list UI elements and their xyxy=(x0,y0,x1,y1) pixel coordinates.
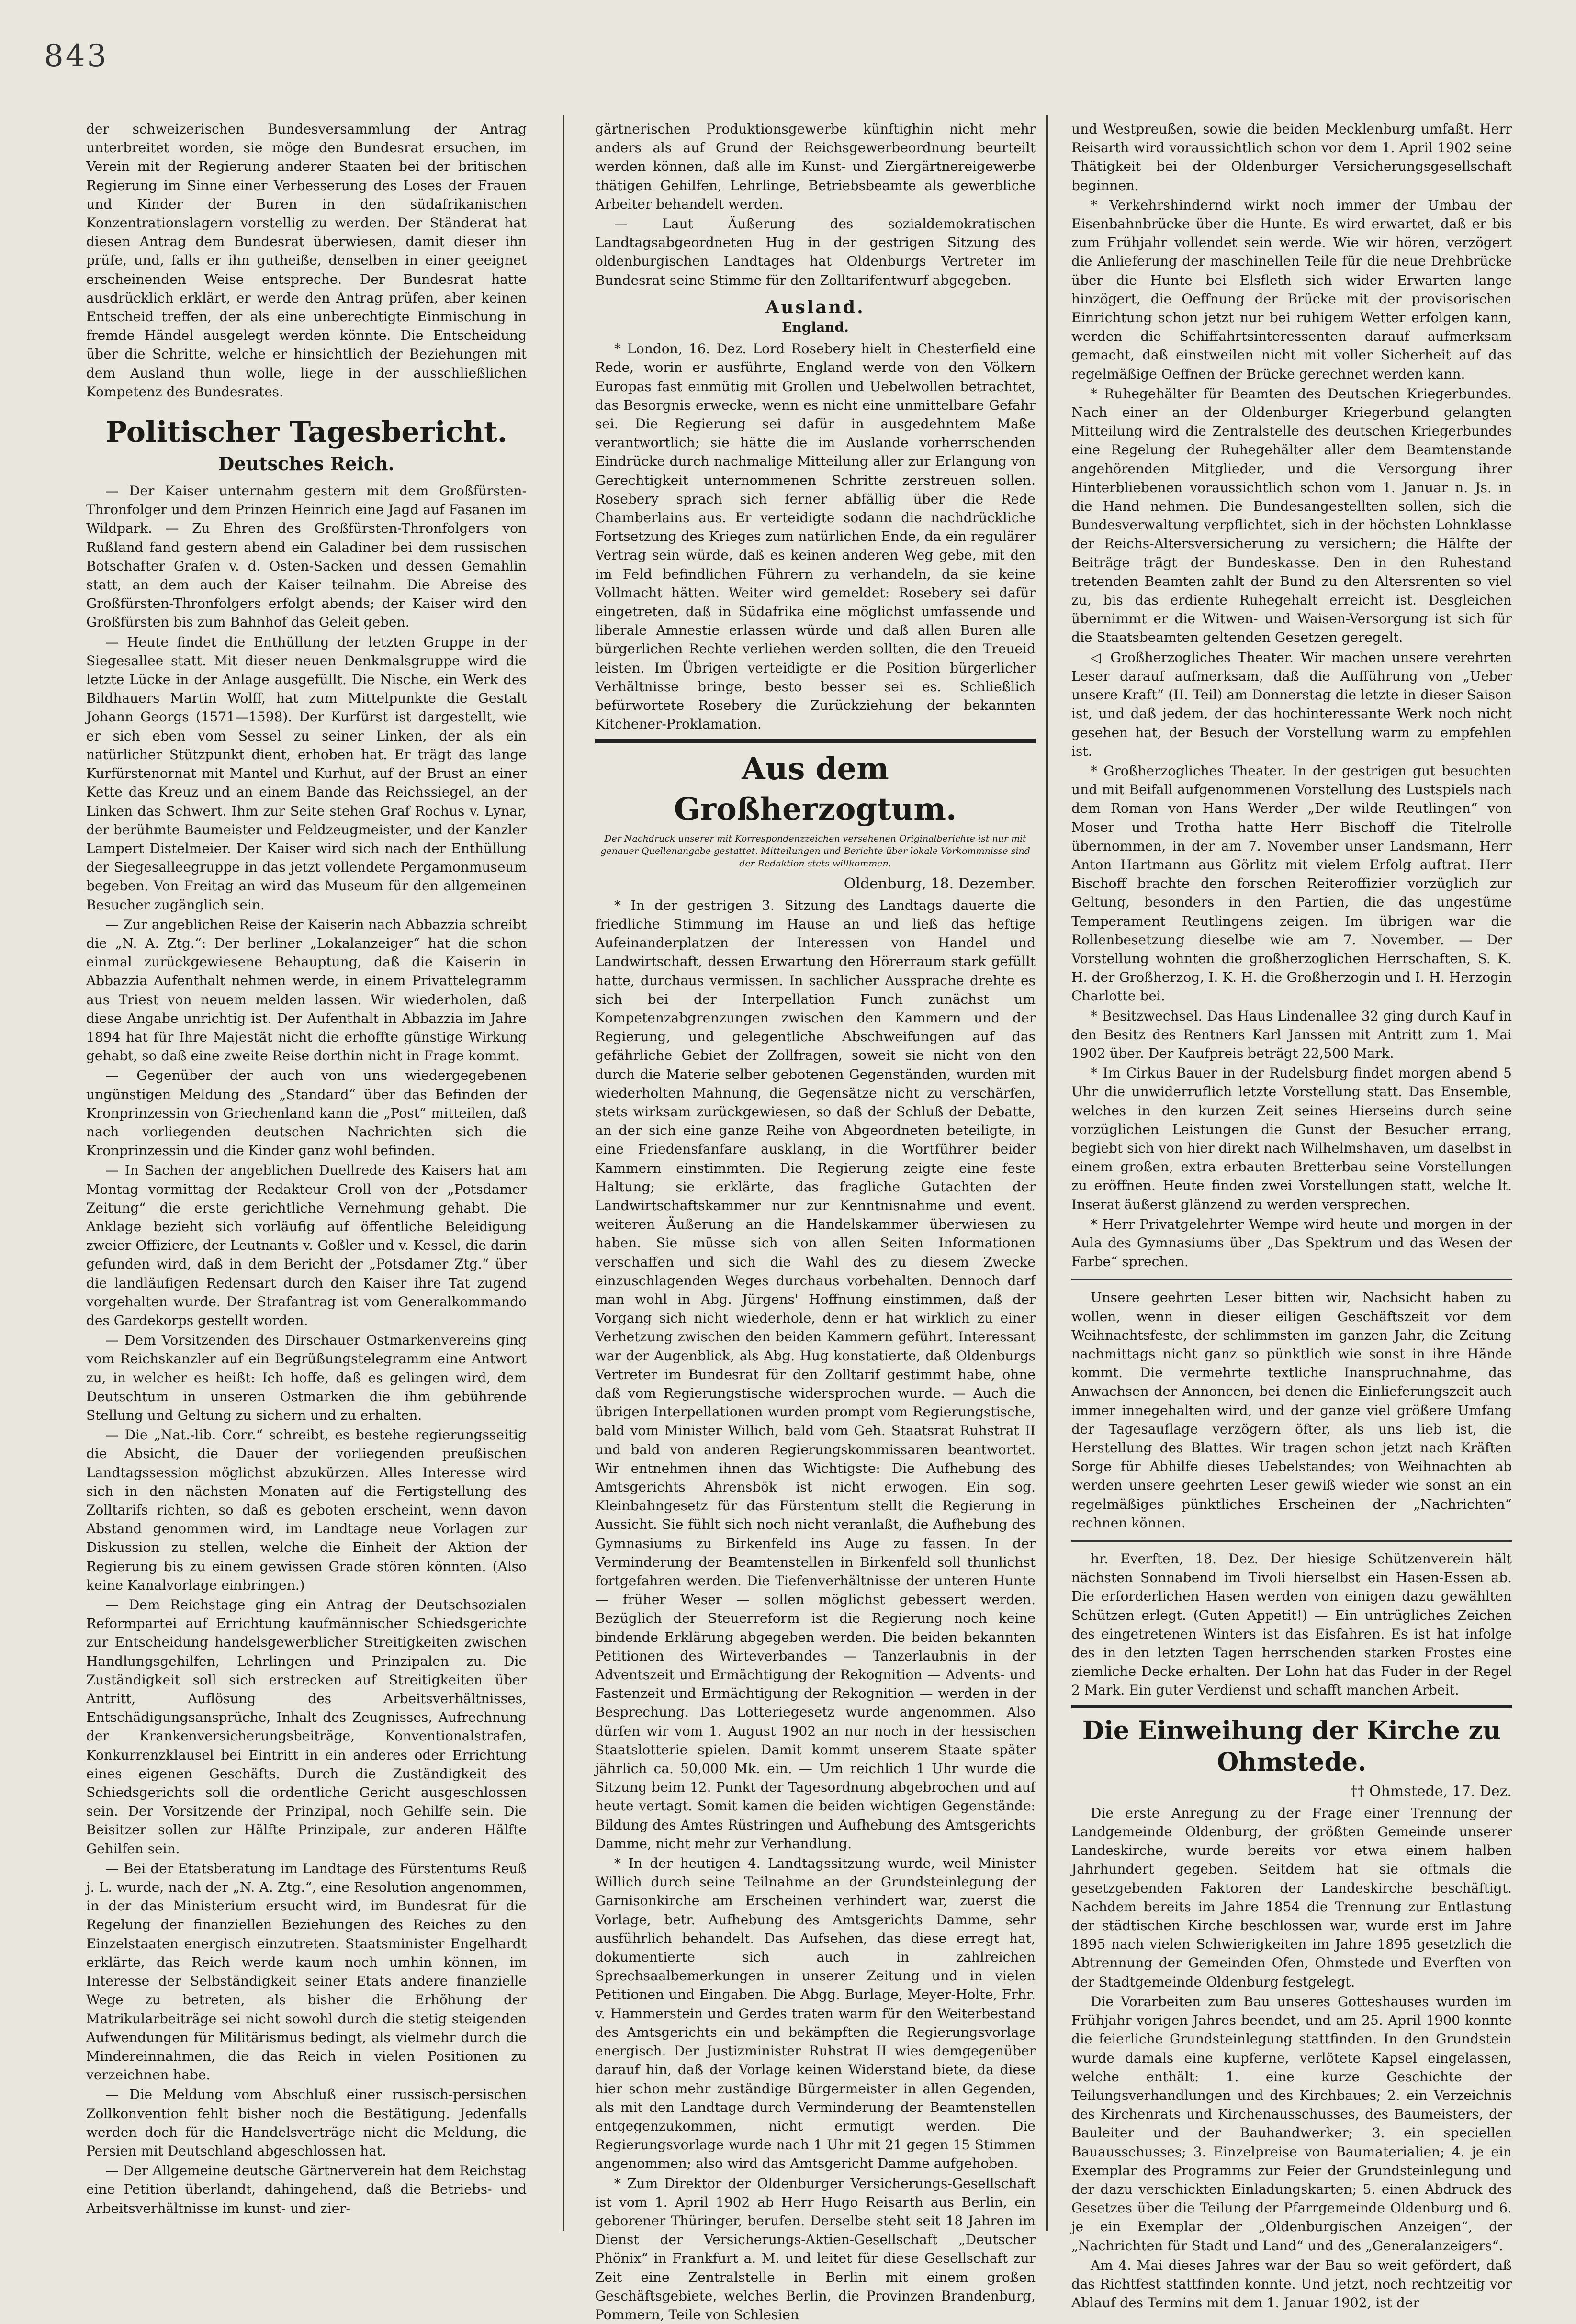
section-banner: Aus dem Großherzogtum. xyxy=(595,739,1036,830)
article-paragraph: * Zum Direktor der Oldenburger Versicherungs-Gesellschaft ist vom 1. April 1902 ab Herr Hugo Reisarth aus Berlin, ein geborener Thüringer, berufen. Derselbe steht seit 18 Jahren im Dienst der Versicherungs-Aktien-Gesellschaft „Deutscher Phönix“ in Frankfurt a. M. und leitet für diese Gesellschaft zur Zeit eine Zentralstelle in Berlin mit einem großen Geschäftsgebiete, welches Berlin, die Provinzen Brandenburg, Pommern, Teile von Schlesien xyxy=(595,2175,1036,2323)
article-paragraph: — Dem Reichstage ging ein Antrag der Deutschsozialen Reformpartei auf Errichtung kaufmännischer Schiedsgerichte zur Entscheidung handelsgewerblicher Streitigkeiten zwischen Handlungsgehilfen, Lehrlingen und Prinzipalen zu. Die Zuständigkeit soll sich erstrecken auf Streitigkeiten über Antritt, Auflösung des Arbeitsverhältnisses, Entschädigungsansprüche, Inhalt des Zeugnisses, Aufrechnung der Krankenversicherungsbeiträge, Konventionalstrafen, Konkurrenzklausel bei Eintritt in ein anderes oder Errichtung eines eigenen Geschäfts. Durch die Zuständigkeit des Schiedsgerichts soll die ordentliche Gericht ausgeschlossen sein. Der Vorsitzende der Prinzipal, noch Gehilfe sein. Die Beisitzer sollen zur Hälfte Prinzipale, zur anderen Hälfte Gehilfen sein. xyxy=(86,1597,527,1857)
dateline: †† Ohmstede, 17. Dez. xyxy=(1350,1783,1512,1800)
column-rule xyxy=(563,115,564,2231)
article-paragraph: * Großherzogliches Theater. In der gestrigen gut besuchten und mit Beifall aufgenommenen Vorstellung des Lustspiels nach dem Roman von Hans Werder „Der wilde Reutlingen“ von Moser und Trotha hatte Herr Bischoff die Titelrolle übernommen, in der am 7. November unser Landsmann, Herr Anton Hartmann aus Görlitz mit vielem Erfolg auftrat. Herr Bischoff brachte den forschen Reiteroffizier vorzüglich zur Geltung, besonders in den Partien, die das ungestüme Temperament Reutlingens zeigen. Im übrigen war die Rollenbesetzung dieselbe wie am 7. November. — Der Vorstellung wohnten die großherzoglichen Herrschaften, S. K. H. der Großherzog, I. K. H. die Großherzogin und I. H. Herzogin Charlotte bei. xyxy=(1071,763,1512,1004)
article-paragraph: Die Vorarbeiten zum Bau unseres Gotteshauses wurden im Frühjahr vorigen Jahres beendet, und am 25. April 1900 konnte die feierliche Grundsteinlegung stattfinden. In den Grundstein wurde damals eine kupferne, verlötete Kapsel eingelassen, welche enthält: 1. eine kurze Geschichte der Teilungsverhandlungen und des Kirchbaues; 2. ein Verzeichnis des Kirchenrats und Kirchenausschusses, des Baumeisters, der Bauleiter und der Bauhandwerker; 3. ein speciellen Bauausschusses; 3. Einzelpreise von Baumaterialien; 4. je ein Exemplar des Programms zur Feier der Grundsteinlegung und der dazu verschickten Einladungskarten; 5. einen Abdruck des Gesetzes über die Teilung der Pfarrgemeinde Oldenburg und 6. je ein Exemplar der „Oldenburgischen Anzeigen“, der „Nachrichten für Stadt und Land“ und des „Generalanzeigers“. xyxy=(1071,1993,1512,2254)
article-paragraph: Unsere geehrten Leser bitten wir, Nachsicht haben zu wollen, wenn in dieser eiligen Geschäftszeit vor dem Weihnachtsfeste, der schlimmsten im ganzen Jahr, die Zeitung nachmittags nicht ganz so pünktlich wie sonst in ihre Hände kommt. Die vermehrte textliche Inanspruchnahme, das Anwachsen der Annoncen, bei denen die Einlieferungszeit auch immer innegehalten wird, und der ganze viel größere Umfang der Tagesauflage verzögern öfter, als uns lieb ist, die Herstellung des Blattes. Wir tragen schon jetzt nach Kräften Sorge für Abhilfe dieses Uebelstandes; von Weihnachten ab werden unsere geehrten Leser gewiß wieder wie sonst an ein regelmäßiges pünktliches Erscheinen der „Nachrichten“ rechnen können. xyxy=(1071,1290,1512,1531)
article-paragraph: — Heute findet die Enthüllung der letzten Gruppe in der Siegesallee statt. Mit dieser neuen Denkmalsgruppe wird die letzte Lücke in der Anlage ausgefüllt. Die Nische, ein Werk des Bildhauers Martin Wolff, hat zum Mittelpunkte die Gestalt Johann Georgs (1571—1598). Der Kurfürst ist dargestellt, wie er sich eben vom Sessel zu seiner Linken, der als ein natürlicher Stützpunkt dient, erhoben hat. Er trägt das lange Kurfürstenornat mit Mantel und Kurhut, auf der Brust an einer Kette das Kreuz und an einem Bande das Reichssiegel, an der Linken das Schwert. Ihm zur Seite stehen Graf Rochus v. Lynar, der berühmte Baumeister und Feldzeugmeister, und der Kanzler Lampert Distelmeier. Der Kaiser wird sich nach der Enthüllung der Siegesalleegruppe in das jetzt vollendete Pergamonmuseum begeben. Von Freitag an wird das Museum für den allgemeinen Besucher zugänglich sein. xyxy=(86,634,527,913)
article-paragraph: * Ruhegehälter für Beamten des Deutschen Kriegerbundes. Nach einer an der Oldenburger Kriegerbund gelangten Mitteilung wird die Zentralstelle des deutschen Kriegerbundes eine Regelung der Ruhegehälter aller dem Beamtenstande angehörenden Mitglieder, und die Versorgung ihrer Hinterbliebenen voraussichtlich schon vom 1. Januar n. Js. in die Hand nehmen. Die Bundesangestellten sollen, sich die Bundesverwaltung verpflichtet, sich in der höchsten Lohnklasse der Reichs-Altersversicherung zu versichern; die Hälfte der Beiträge trägt der Bundeskasse. Den in den Ruhestand tretenden Beamten zahlt der Bund zu den Altersrenten so viel zu, bis das erdiente Ruhegehalt erreicht ist. Desgleichen übernimmt er die Witwen- und Waisen-Versorgung ist sich für die Staatsbeamten geltenden Gesetzen geregelt. xyxy=(1071,385,1512,646)
column-rule xyxy=(1046,115,1048,2231)
section-subtitle: Deutsches Reich. xyxy=(218,453,394,475)
divider xyxy=(1071,1279,1512,1280)
article-paragraph: — Laut Äußerung des sozialdemokratischen Landtagsabgeordneten Hug in der gestrigen Sitzung des oldenburgischen Landtages hat Oldenburgs Vertreter im Bundesrat seine Stimme für den Zolltarifentwurf abgegeben. xyxy=(595,216,1036,288)
page-number: 843 xyxy=(44,38,109,74)
article-paragraph: — Zur angeblichen Reise der Kaiserin nach Abbazzia schreibt die „N. A. Ztg.“: Der berliner „Lokalanzeiger“ hat die schon einmal zurückgewiesene Behauptung, daß die Kaiserin in Abbazzia Aufenthalt nehmen werde, in einem Privattelegramm aus Triest von neuem melden lassen. Wir wiederholen, daß diese Angabe unrichtig ist. Der Aufenthalt in Abbazzia im Jahre 1894 hat für Ihre Majestät nicht die erhoffte günstige Wirkung gehabt, so daß eine zweite Reise dorthin nicht in Frage kommt. xyxy=(86,916,527,1064)
article-paragraph: ◁ Großherzogliches Theater. Wir machen unsere verehrten Leser darauf aufmerksam, daß die Aufführung von „Ueber unsere Kraft“ (II. Teil) am Donnerstag die letzte in dieser Saison ist, und daß jedem, der das hochinteressante Werk noch nicht gesehen hat, der Besuch der Vorstellung warm zu empfehlen ist. xyxy=(1071,649,1512,759)
article-paragraph: — Der Allgemeine deutsche Gärtnerverein hat dem Reichstag eine Petition überlandt, dahingehend, daß die Betriebs- und Arbeitsverhältnisse im kunst- und zier- xyxy=(86,2163,527,2216)
article-paragraph: — Dem Vorsitzenden des Dirschauer Ostmarkenvereins ging vom Reichskanzler auf ein Begrüßungstelegramm eine Antwort zu, in welcher es heißt: Ich hoffe, daß es gelingen wird, dem Deutschtum in unseren Ostmarken die ihm gebührende Stellung und Geltung zu sichern und zu erhalten. xyxy=(86,1332,527,1423)
article-paragraph: * In der gestrigen 3. Sitzung des Landtags dauerte die friedliche Stimmung im Hause an und ließ das heftige Aufeinanderplatzen der Interessen von Handel und Landwirtschaft, dessen Erwartung den Hörerraum stark gefüllt hatte, durchaus vermissen. In sachlicher Aussprache drehte es sich bei der Interpellation Funch zunächst um Kompetenzabgrenzungen zwischen den Kammern und der Regierung, und gelegentliche Abschweifungen auf das gefährliche Gebiet der Zollfragen, soweit sie nicht von den durch die Materie selber gebotenen Gegenständen, wurden mit wiederholten Mahnung, die Gegensätze nicht zu verschärfen, stets wirksam zurückgewiesen, so daß der Schluß der Debatte, an der sich eine ganze Reihe von Abgeordneten beteiligte, in eine Friedensfanfare ausklang, in die Wortführer beider Kammern einstimmten. Die Regierung zeigte eine feste Haltung; sie erklärte, das fragliche Gutachten der Landwirtschaftskammer nur zur Kenntnisnahme und event. weiteren Äußerung an die Handelskammer überwiesen zu haben. Sie müsse sich von allen Seiten Informationen verschaffen und sich die Wahl des zu diesem Zwecke einzuschlagenden Weges durchaus vorbehalten. Dennoch darf man wohl in Abg. Jürgens' Hoffnung einstimmen, daß der Vorgang sich nicht wiederhole, denn er hat wirklich zu einer Verhetzung zwischen den beiden Kammern geführt. Interessant war der Augenblick, als Abg. Hug konstatierte, daß Oldenburgs Vertreter im Bundesrat für den Zolltarif gestimmt habe, ohne daß vom Regierungstische widersprochen wurde. — Auch die übrigen Interpellationen wurden prompt vom Regierungstische, bald vom Minister Willich, bald vom Geh. Staatsrat Ruhstrat II und bald von anderen Regierungskommissaren beantwortet. Wir entnehmen ihnen das Wichtigste: Die Aufhebung des Amtsgerichts Ahrensbök ist nicht erwogen. Ein sog. Kleinbahngesetz für das Fürstentum stellt die Regierung in Aussicht. Sie fühlt sich noch nicht veranlaßt, die Aufhebung des Gymnasiums zu Birkenfeld ins Auge zu fassen. In der Verminderung der Beamtenstellen in Birkenfeld soll thunlichst fortgefahren werden. Die Tiefenverhältnisse der unteren Hunte — früher Weser — sollen möglichst gebessert werden. Bezüglich der Steuerreform ist die Regierung noch keine bindende Erklärung abgegeben werden. Die beiden bekannten Petitionen des Wirteverbandes — Tanzerlaubnis in der Adventszeit und Ermächtigung der Rekognition — Advents- und Fastenzeit und Ermächtigung der Rekognition — werden in der Besprechung. Das Lotteriegesetz wurde angenommen. Also dürfen wir vom 1. August 1902 an nur noch in der hessischen Staatslotterie spielen. Damit kommt unserem Staate später jährlich ca. 50,000 Mk. ein. — Um reichlich 1 Uhr wurde die Sitzung beim 12. Punkt der Tagesordnung abgebrochen und auf heute vertagt. Somit kamen die beiden wichtigen Gegenstände: Bildung des Amtes Rüstringen und Aufhebung des Amtsgerichts Damme, nicht mehr zur Verhandlung. xyxy=(595,897,1036,1852)
dateline: Oldenburg, 18. Dezember. xyxy=(844,875,1036,892)
article-paragraph: — Der Kaiser unternahm gestern mit dem Großfürsten-Thronfolger und dem Prinzen Heinrich eine Jagd auf Fasanen im Wildpark. — Zu Ehren des Großfürsten-Thronfolgers von Rußland fand gestern abend ein Galadiner bei dem russischen Botschafter Grafen v. d. Osten-Sacken und dessen Gemahlin statt, an dem auch der Kaiser teilnahm. Die Abreise des Großfürsten-Thronfolgers erfolgt abends; der Kaiser wird den Großfürsten bis zum Bahnhof das Geleit geben. xyxy=(86,483,527,630)
article-paragraph: Am 4. Mai dieses Jahres war der Bau so weit gefördert, daß das Richtfest stattfinden konnte. Und jetzt, noch rechtzeitig vor Ablauf des Termins mit dem 1. Januar 1902, ist der xyxy=(1071,2257,1512,2311)
column-1 xyxy=(86,120,527,2216)
divider xyxy=(1071,1540,1512,1542)
subsection-heading-england: England. xyxy=(782,319,849,336)
article-title: Die Einweihung der Kirche zu Ohmstede. xyxy=(1071,1705,1512,1778)
article-paragraph: — In Sachen der angeblichen Duellrede des Kaisers hat am Montag vormittag der Redakteur Groll von der „Potsdamer Zeitung“ die erste gerichtliche Vernehmung gehabt. Die Anklage bezieht sich vorläufig auf öffentliche Beleidigung zweier Offiziere, der Leutnants v. Goßler und v. Kessel, die darin gefunden wird, daß in dem Bericht der „Potsdamer Ztg.“ über die landläufigen Redensart durch den Kaiser ihre Tat zugend vorgehalten wurde. Der Strafantrag ist vom Generalkommando des Gardekorps gestellt worden. xyxy=(86,1162,527,1328)
article-paragraph: gärtnerischen Produktionsgewerbe künftighin nicht mehr anders als auf Grund der Reichsgewerbeordnung beurteilt werden können, daß alle im Kunst- und Ziergärtnereigewerbe thätigen Gehilfen, Lehrlinge, Betriebsbeamte als gewerbliche Arbeiter behandelt werden. xyxy=(595,121,1036,212)
article-paragraph: hr. Everften, 18. Dez. Der hiesige Schützenverein hält nächsten Sonnabend im Tivoli hierselbst ein Hasen-Essen ab. Die erforderlichen Hasen werden von einigen dazu gewählten Schützen erlegt. (Guten Appetit!) — Ein untrügliches Zeichen des eingetretenen Winters ist das Eisfahren. Es ist hat infolge des in den letzten Tagen herrschenden starken Frostes eine ziemliche Decke erhalten. Der Lohn hat das Fuder in der Regel 2 Mark. Ein guter Verdienst und schafft manchen Arbeit. xyxy=(1071,1551,1512,1698)
article-paragraph: — Die Meldung vom Abschluß einer russisch-persischen Zollkonvention fehlt bisher noch die Bestätigung. Jedenfalls werden doch für die Handelsverträge nicht die Meldung, die Persien mit Deutschland abgeschlossen hat. xyxy=(86,2087,527,2159)
section-heading-ausland: Ausland. xyxy=(765,297,865,317)
article-paragraph: und Westpreußen, sowie die beiden Mecklenburg umfaßt. Herr Reisarth wird voraussichtlich schon vor dem 1. April 1902 seine Thätigkeit bei der Oldenburger Versicherungsgesellschaft beginnen. xyxy=(1071,121,1512,193)
article-paragraph: der schweizerischen Bundesversammlung der Antrag unterbreitet worden, sie möge den Bundesrat ersuchen, im Verein mit der Regierung anderer Staaten bei der britischen Regierung im Sinne einer Verbesserung des Loses der Frauen und Kinder der Buren in den südafrikanischen Konzentrationslagern vorstellig zu werden. Der Ständerat hat diesen Antrag dem Bundesrat überwiesen, damit dieser ihn prüfe, und, falls er ihn gutheiße, denselben in einer geeignet erscheinenden Weise entspreche. Der Bundesrat hatte ausdrücklich erklärt, er werde den Antrag prüfen, aber keinen Entscheid treffen, der als eine unberechtigte Einmischung in fremde Händel ausgelegt werden könnte. Die Entscheidung über die Schritte, welche er hinsichtlich der Beziehungen mit dem Ausland thun wolle, liege in der ausschließlichen Kompetenz des Bundesrates. xyxy=(86,121,527,400)
article-paragraph: * Im Cirkus Bauer in der Rudelsburg findet morgen abend 5 Uhr die unwiderruflich letzte Vorstellung statt. Das Ensemble, welches in den kurzen Zeit seines Hierseins durch seine vorzüglichen Leistungen die Gunst der Besucher errang, begiebt sich von hier direkt nach Wilhelmshaven, um daselbst in einem großen, extra erbauten Bretterbau seine Vorstellungen zu eröffnen. Heute finden zwei Vorstellungen statt, welche lt. Inserat äußerst glänzend zu werden versprechen. xyxy=(1071,1065,1512,1213)
article-paragraph: — Bei der Etatsberatung im Landtage des Fürstentums Reuß j. L. wurde, nach der „N. A. Ztg.“, eine Resolution angenommen, in der das Ministerium ersucht wird, im Bundesrat für die Regelung der finanziellen Beziehungen des Reiches zu den Einzelstaaten energisch einzutreten. Staatsminister Engelhardt erklärte, das Reich werde kaum noch umhin können, im Interesse der Selbständigkeit seiner Etats andere finanzielle Wege zu betreten, als bisher die Erhöhung der Matrikularbeiträge sei nicht sowohl durch die stetig steigenden Aufwendungen für Militärismus bedingt, als vielmehr durch die Mindereinnahmen, die das Reich in vielen Positionen zu verzeichnen habe. xyxy=(86,1860,527,2083)
article-paragraph: * London, 16. Dez. Lord Rosebery hielt in Chesterfield eine Rede, worin er ausführte, England werde von den Völkern Europas fast einmütig mit Grollen und Uebelwollen betrachtet, das Besorgnis erwecke, wenn es nicht eine unmittelbare Gefahr sei. Die Regierung sei dafür in ausgedehntem Maße verantwortlich; sie hätte die im Auslande vorherrschenden Eindrücke durch nachmalige Mitteilung aller zur Erlangung von Gerechtigkeit unternommenen Schritte zerstreuen sollen. Rosebery sprach sich ferner abfällig über die Rede Chamberlains aus. Er verteidigte sodann die nachdrückliche Fortsetzung des Krieges zum natürlichen Ende, da ein regulärer Vertrag sein würde, daß es keinen anderen Weg gebe, mit den im Feld befindlichen Führern zu verhandeln, da sie keine Vollmacht hätten. Weiter wird gemeldet: Rosebery sei dafür eingetreten, daß in Südafrika eine möglichst umfassende und liberale Amnestie erlassen würde und daß allen Buren alle bürgerlichen Rechte verliehen werden sollten, die den Treueid leisten. Im Übrigen verteidigte er die Position bürgerlicher Verhältnisse bringe, besto besser sei es. Schließlich befürwortete Rosebery die Zurückziehung der bekannten Kitchener-Proklamation. xyxy=(595,341,1036,732)
article-paragraph: — Gegenüber der auch von uns wiedergegebenen ungünstigen Meldung des „Standard“ über das Befinden der Kronprinzessin von Griechenland kann die „Post“ mitteilen, daß nach vorliegenden deutschen Nachrichten sich die Kronprinzessin und die Kinder ganz wohl befinden. xyxy=(86,1067,527,1159)
article-paragraph: * Besitzwechsel. Das Haus Lindenallee 32 ging durch Kauf in den Besitz des Rentners Karl Janssen mit Antritt zum 1. Mai 1902 über. Der Kaufpreis beträgt 22,500 Mark. xyxy=(1071,1008,1512,1061)
article-paragraph: * Verkehrshindernd wirkt noch immer der Umbau der Eisenbahnbrücke über die Hunte. Es wird erwartet, daß er bis zum Frühjahr vollendet sein werde. Wie wir hören, verzögert die Anlieferung der maschinellen Teile für die neue Drehbrücke über die Hunte bei Elsfleth sich wider Erwarten lange hinzögert, die Oeffnung der Brücke mit der provisorischen Einrichtung schon jetzt nur bei ruhigem Wetter erfolgen kann, werden die Schiffahrtsinteressenten darauf aufmerksam gemacht, daß einstweilen nicht mit voller Sicherheit auf das regelmäßige Oeffnen der Brücke gerechnet werden kann. xyxy=(1071,197,1512,382)
article-paragraph: * In der heutigen 4. Landtagssitzung wurde, weil Minister Willich durch seine Teilnahme an der Grundsteinlegung der Garnisonkirche am Erscheinen verhindert war, zuerst die Vorlage, betr. Aufhebung des Amtsgerichts Damme, sehr ausführlich behandelt. Das Aufsehen, das diese erregt hat, dokumentierte sich auch in zahlreichen Sprechsaalbemerkungen in unserer Zeitung und in vielen Petitionen und Eingaben. Die Abgg. Burlage, Meyer-Holte, Frhr. v. Hammerstein und Gerdes traten warm für den Weiterbestand des Amtsgerichts ein und bekämpften die Regierungsvorlage energisch. Der Justizminister Ruhstrat II wies demgegenüber darauf hin, daß der Vorlage keinen Widerstand biete, da diese hier schon mehr zuständige Bürgermeister in allen Gegenden, als mit den Landtage durch Verminderung der Beamtenstellen entgegenzukommen, nicht ermutigt werden. Die Regierungsvorlage wurde nach 1 Uhr mit 21 gegen 15 Stimmen angenommen; also wird das Amtsgericht Damme aufgehoben. xyxy=(595,1855,1036,2172)
article-paragraph: * Herr Privatgelehrter Wempe wird heute und morgen in der Aula des Gymnasiums über „Das Spektrum und das Wesen der Farbe“ sprechen. xyxy=(1071,1216,1512,1270)
article-paragraph: Die erste Anregung zu der Frage einer Trennung der Landgemeinde Oldenburg, der größten Gemeinde unserer Landeskirche, wurde bereits vor etwa einem halben Jahrhundert gegeben. Seitdem hat sie oftmals die gesetzgebenden Faktoren der Landeskirche beschäftigt. Nachdem bereits im Jahre 1854 die Trennung zur Entlastung der städtischen Kirche beschlossen war, wurde erst im Jahre 1895 nach vielen Schwierigkeiten im Jahre 1895 gesetzlich die Abtrennung der Gemeinden Ofen, Ohmstede und Everften von der Stadtgemeinde Oldenburg festgelegt. xyxy=(1071,1805,1512,1990)
section-title: Politischer Tagesbericht. xyxy=(105,415,507,449)
column-3 xyxy=(1071,120,1512,2311)
article-paragraph: — Die „Nat.-lib. Corr.“ schreibt, es bestehe regierungsseitig die Absicht, die Dauer der vorliegenden preußischen Landtagssession möglichst abzukürzen. Alles Interesse wird sich in den nächsten Monaten auf die Fertigstellung des Zolltarifs richten, so daß es geboten erscheint, wenn davon Abstand genommen wird, im Landtage neue Vorlagen zur Diskussion zu stellen, welche die Einheit der Aktion der Regierung bis zu einem gewissen Grade stören könnten. (Also keine Kanalvorlage einbringen.) xyxy=(86,1427,527,1593)
reprint-note: Der Nachdruck unserer mit Korrespondenzzeichen versehenen Originalberichte ist nur mit genauer Quellenangabe gestattet. Mitteilungen und Berichte über lokale Vorkommnisse sind der Redaktion stets willkommen. xyxy=(600,833,1030,869)
column-2 xyxy=(595,120,1036,2323)
